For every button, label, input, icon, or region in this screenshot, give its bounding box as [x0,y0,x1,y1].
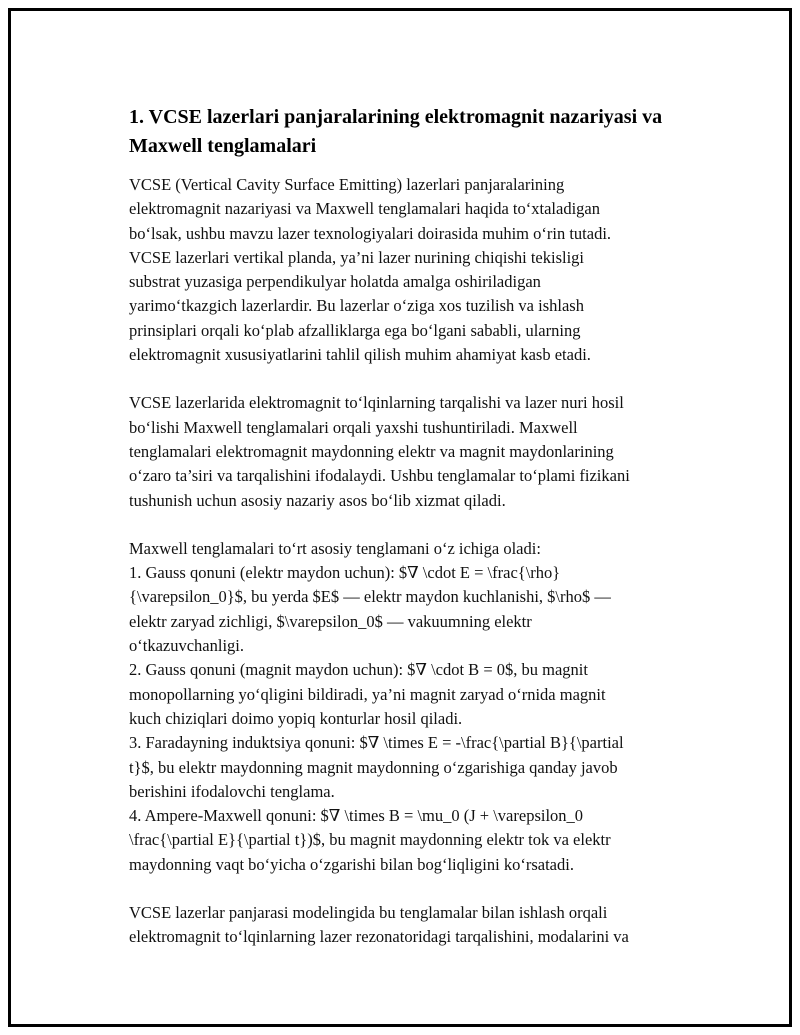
title-line: 1. VCSE lazerlari panjaralarining elektromagnit nazariyasi va [129,106,663,128]
paragraph-modeling [129,901,704,950]
text-line: VCSE lazerlar panjarasi modelingida bu tenglamalar bilan ishlash orqali [129,903,608,923]
text-line: 3. Faradayning induktsiya qonuni: $∇ \times E = -\frac{\partial B}{\partial [129,733,624,753]
text-line: bo‘lishi Maxwell tenglamalari orqali yaxshi tushuntiriladi. Maxwell [129,417,578,437]
text-line: Maxwell tenglamalari to‘rt asosiy tenglamani o‘z ichiga oladi: [129,538,541,558]
text-line: 2. Gauss qonuni (magnit maydon uchun): $∇ \cdot B = 0$, bu magnit [129,660,588,680]
text-line: tushunish uchun asosiy nazariy asos bo‘lib xizmat qiladi. [129,490,506,510]
text-line: VCSE lazerlari vertikal planda, ya’ni lazer nurining chiqishi tekisligi [129,247,584,267]
text-line: elektr zaryad zichligi, $\varepsilon_0$ — vakuumning elektr [129,611,532,631]
text-line: prinsiplari orqali ko‘plab afzalliklarga ega bo‘lgani sababli, ularning [129,320,581,340]
text-line: \frac{\partial E}{\partial t})$, bu magnit maydonning elektr tok va elektr [129,830,611,850]
text-line: berishini ifodalovchi tenglama. [129,781,335,801]
text-line: t}$, bu elektr maydonning magnit maydonning o‘zgarishiga qanday javob [129,757,618,777]
text-line: o‘zaro ta’siri va tarqalishini ifodalaydi. Ushbu tenglamalar to‘plami fizikani [129,466,630,486]
text-line: VCSE lazerlarida elektromagnit to‘lqinlarning tarqalishi va lazer nuri hosil [129,393,624,413]
paragraph-maxwell-intro [129,391,704,512]
section-title [129,103,704,161]
text-line: maydonning vaqt bo‘yicha o‘zgarishi bilan bog‘liqligini ko‘rsatadi. [129,854,574,874]
paragraph-equations-list [129,537,704,877]
text-line: o‘tkazuvchanligi. [129,636,245,656]
text-line: elektromagnit nazariyasi va Maxwell tenglamalari haqida to‘xtaladigan [129,199,600,219]
text-line: kuch chiziqlari doimo yopiq konturlar hosil qiladi. [129,708,463,728]
text-line: VCSE (Vertical Cavity Surface Emitting) lazerlari panjaralarining [129,175,565,194]
title-line: Maxwell tenglamalari [129,135,317,157]
paragraph-intro [129,173,704,367]
text-line: elektromagnit to‘lqinlarning lazer rezonatoridagi tarqalishini, modalarini va [129,927,629,947]
text-line: 4. Ampere-Maxwell qonuni: $∇ \times B = \mu_0 (J + \varepsilon_0 [129,806,584,826]
page-frame [8,8,792,1027]
text-line: yarimo‘tkazgich lazerlardir. Bu lazerlar o‘ziga xos tuzilish va ishlash [129,296,584,316]
text-line: substrat yuzasiga perpendikulyar holatda amalga oshiriladigan [129,272,541,292]
text-line: elektromagnit xususiyatlarini tahlil qilish muhim ahamiyat kasb etadi. [129,345,591,365]
text-line: bo‘lsak, ushbu mavzu lazer texnologiyalari doirasida muhim o‘rin tutadi. [129,223,612,243]
text-line: 1. Gauss qonuni (elektr maydon uchun): $∇ \cdot E = \frac{\rho} [129,563,561,583]
text-line: monopollarning yo‘qligini bildiradi, ya’ni magnit zaryad o‘rnida magnit [129,684,606,704]
text-line: {\varepsilon_0}$, bu yerda $E$ — elektr maydon kuchlanishi, $\rho$ — [129,587,611,607]
document-body [129,103,704,974]
text-line: tenglamalari elektromagnit maydonning elektr va magnit maydonlarining [129,441,614,461]
